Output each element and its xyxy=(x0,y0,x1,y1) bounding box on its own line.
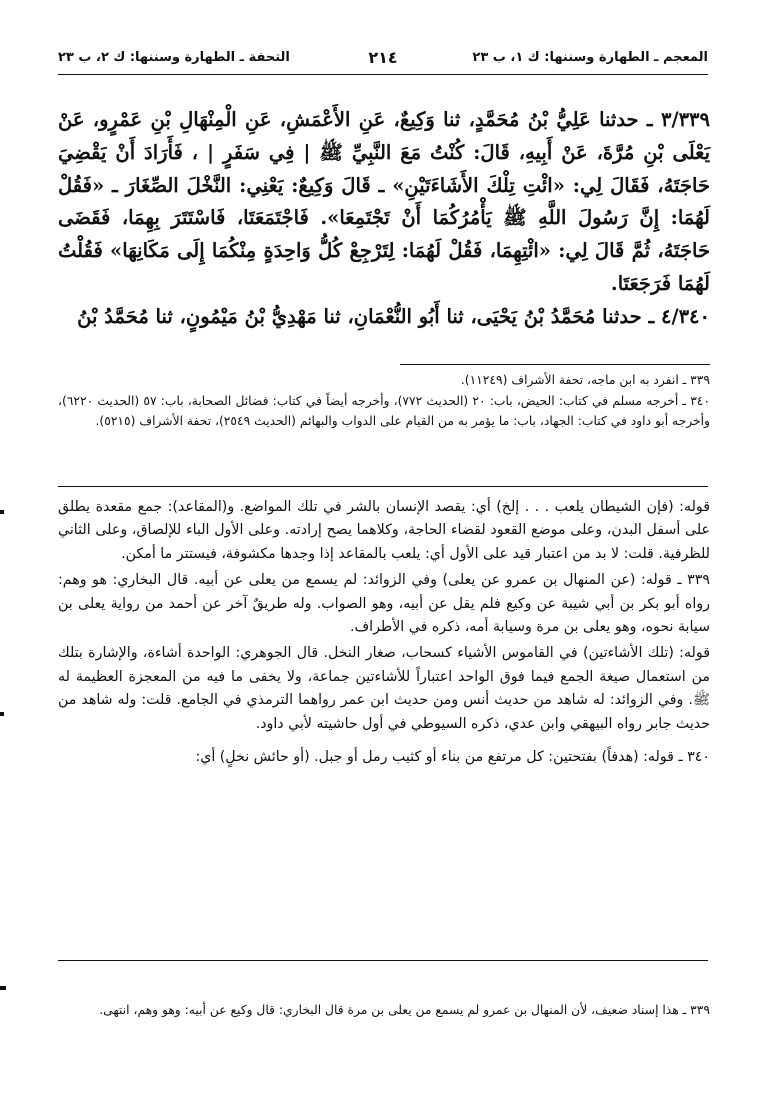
header-right-reference: المعجم ـ الطهارة وسننها: ك ١، ب ٢٣ xyxy=(472,50,708,65)
hadith-339: ٣/٣٣٩ ـ حدثنا عَلِيُّ بْنُ مُحَمَّدٍ، ثنا وَكِيعٌ، عَنِ الأَعْمَشِ، عَنِ الْمِنْهَالِ بْنِ عَمْرٍو، عَنْ يَعْلَى بْنِ مُرَّةَ، عَنْ أَبِيهِ، قَالَ: كُنْتُ مَعَ النَّبِيِّ ﷺ | فِي سَفَرٍ | ، فَأَرَادَ أَنْ يَقْضِيَ حَاجَتَهُ، فَقَالَ لِي: «ائْتِ تِلْكَ الأَشَاءَتَيْنِ» ـ قَالَ وَكِيعٌ: يَعْنِي: النَّخْلَ الصِّغَارَ ـ «فَقُلْ لَهُمَا: إِنَّ رَسُولَ اللَّهِ ﷺ يَأْمُرُكُمَا أَنْ تَجْتَمِعَا». فَاجْتَمَعَتَا، فَاسْتَتَرَ بِهِمَا، فَقَضَى حَاجَتَهُ، ثُمَّ قَالَ لِي: «ائْتِهِمَا، فَقُلْ لَهُمَا: لِتَرْجِعْ كُلُّ وَاحِدَةٍ مِنْكُمَا إِلَى مَكَانِهَا» فَقُلْتُ لَهُمَا فَرَجَعَتَا. xyxy=(58,108,710,295)
commentary-paragraph: قوله: (فإن الشيطان يلعب . . . إلخ) أي: يقصد الإنسان بالشر في تلك المواضع. و(المقاعد): جمع مقعدة يطلق على أسفل البدن، وعلى موضع القعود لقضاء الحاجة، وكلاهما يصح إرادته. وعلى الأول الباء للإلصاق، وعلى الثاني للظرفية. قلت: لا بد من اعتبار قيد على الأول أي: يلعب بالمقاعد إذا وجدها مكشوفة، فيستتر ما أمكن. xyxy=(58,499,710,562)
scan-mark xyxy=(0,510,4,514)
takhrij-340: ٣٤٠ ـ أخرجه مسلم في كتاب: الحيض، باب: ٢٠ (الحديث ٧٧٢)، وأخرجه أيضاً في كتاب: فضائل الصحابة، باب: ٥٧ (الحديث ٦٢٢٠)، وأخرجه أبو داود في كتاب: الجهاد، باب: ما يؤمر به من القيام على الدواب والبهائم (الحديث ٢٥٤٩)، تحفة الأشراف (٥٢١٥). xyxy=(58,393,711,428)
notes-divider xyxy=(400,364,710,365)
footnote-divider xyxy=(58,960,708,961)
footnote-section xyxy=(58,1000,710,1021)
hadith-340-start: ٤/٣٤٠ ـ حدثنا مُحَمَّدُ بْنُ يَحْيَى، ثنا أَبُو النُّعْمَانِ، ثنا مَهْدِيُّ بْنُ مَيْمُونٍ، ثنا مُحَمَّدُ بْنُ xyxy=(77,304,710,328)
commentary-paragraph: ٣٤٠ ـ قوله: (هدفاً) بفتحتين: كل مرتفع من بناء أو كثيب رمل أو جبل. (أو حائش نخلٍ) أي: xyxy=(195,749,710,766)
header-divider xyxy=(58,74,708,75)
commentary-section xyxy=(58,496,710,772)
page-number: ٢١٤ xyxy=(368,48,398,67)
commentary-paragraph: قوله: (تلك الأشاءتين) في القاموس الأشياء كسحاب، صغار النخل. قال الجوهري: الواحدة أشاءة، والإشارة بتلك من استعمال صيغة الجمع فيما فوق الواحد اعتباراً للأشاءتين جماعة، ولا يخفى ما فيه من المعجزة العظيمة له ﷺ. وفي الزوائد: له شاهد من حديث أنس ومن حديث ابن عمر رواهما الترمذي في الجامع. قلت: وله شاهد من حديث جابر رواه البيهقي وابن عدي، ذكره السيوطي في أول حاشيته لأبي داود. xyxy=(58,645,710,732)
hadith-text xyxy=(58,104,710,334)
footnote-339: ٣٣٩ ـ هذا إسناد ضعيف، لأن المنهال بن عمرو لم يسمع من يعلى بن مرة قال البخاري: قال وكيع عن أبيه: وهو وهم، انتهى. xyxy=(99,1003,710,1017)
scan-mark xyxy=(0,712,4,716)
commentary-paragraph: ٣٣٩ ـ قوله: (عن المنهال بن عمرو عن يعلى) وفي الزوائد: لم يسمع من يعلى عن أبيه. قال البخاري: هو وهم: رواه أبو بكر بن أبي شيبة عن وكيع فلم يقل عن أبيه، وهو الصواب. وله طريقٌ آخر عن أحمد من رواية يعلى بن سيابة نحوه، وهو يعلى بن مرة وسيابة أمه، ذكره في الأطراف. xyxy=(58,572,710,636)
header-left-reference: التحفة ـ الطهارة وسننها: ك ٢، ب ٢٣ xyxy=(58,50,290,65)
scan-mark xyxy=(0,986,6,990)
takhrij-notes xyxy=(58,370,710,432)
running-header xyxy=(58,48,708,70)
commentary-divider xyxy=(58,486,708,487)
takhrij-339: ٣٣٩ ـ انفرد به ابن ماجه، تحفة الأشراف (١١٢٤٩). xyxy=(460,373,710,387)
